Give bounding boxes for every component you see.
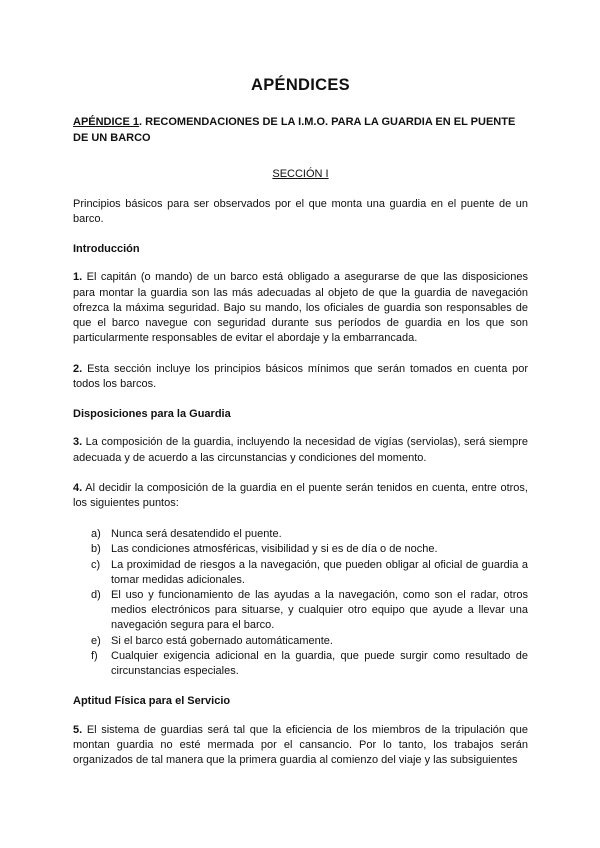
paragraph-number: 3.: [73, 436, 83, 449]
list-item-text: Si el barco está gobernado automáticamente.: [111, 634, 333, 647]
heading-disposiciones: Disposiciones para la Guardia: [73, 407, 231, 420]
list-marker: e): [91, 634, 101, 647]
paragraph-text: El capitán (o mando) de un barco está obligado a asegurarse de que las disposiciones para montar la guardia son las más adecuadas al objeto de que la guardia de navegación ofrezca la máxima seguridad. Bajo su mando, los oficiales de guardia son responsables de que el barco navegue con seguridad durante sus períodos de guardia en los que son particularmente responsables de evitar el abordaje y la embarrancada.: [73, 271, 528, 345]
appendix-label: APÉNDICE 1: [73, 116, 140, 128]
paragraph-text: La composición de la guardia, incluyendo la necesidad de vigías (serviolas), será siempre adecuada y de acuerdo a las circunstancias y condiciones del momento.: [73, 436, 528, 464]
heading-aptitud: Aptitud Física para el Servicio: [73, 695, 231, 708]
appendix-title: [73, 115, 528, 146]
paragraph-number: 4.: [73, 482, 83, 495]
paragraph-4: [73, 481, 528, 511]
list-item-text: Las condiciones atmosféricas, visibilidad y si es de día o de noche.: [111, 543, 438, 556]
list-item-text: El uso y funcionamiento de las ayudas a la navegación, como son el radar, otros medios electrónicos para situarse, y cualquier otro equipo que ayude a llevar una navegación segura para el barco.: [111, 588, 528, 632]
page-title: APÉNDICES: [251, 76, 350, 94]
list-marker: f): [91, 649, 98, 662]
list-marker: c): [91, 558, 101, 571]
appendix-title-text: . RECOMENDACIONES DE LA I.M.O. PARA LA GUARDIA EN EL PUENTE DE UN BARCO: [73, 116, 516, 144]
list-marker: b): [91, 543, 101, 556]
heading-introduccion: Introducción: [73, 242, 140, 255]
paragraph-3: [73, 435, 528, 465]
list-item-text: Nunca será desatendido el puente.: [111, 528, 282, 541]
paragraph-2: [73, 362, 528, 392]
list-item: [91, 542, 528, 557]
paragraph-text: Esta sección incluye los principios básicos mínimos que serán tomados en cuenta por todos los barcos.: [73, 362, 529, 391]
paragraph-text: Al decidir la composición de la guardia en el puente serán tenidos en cuenta, entre otros, los siguientes puntos:: [73, 482, 528, 510]
list-item: [91, 634, 528, 649]
intro-paragraph: Principios básicos para ser observados por el que monta una guardia en el puente de un barco.: [73, 198, 528, 226]
section-title: SECCIÓN I: [272, 168, 329, 180]
list-marker: d): [91, 588, 101, 601]
list-item: [91, 527, 528, 542]
list-item-text: La proximidad de riesgos a la navegación, que pueden obligar al oficial de guardia a tomar medidas adicionales.: [111, 558, 528, 586]
points-list: [73, 527, 528, 679]
paragraph-number: 5.: [73, 723, 83, 736]
paragraph-number: 2.: [73, 362, 83, 375]
list-item: [91, 649, 528, 679]
list-marker: a): [91, 528, 101, 541]
paragraph-5: [73, 723, 528, 769]
paragraph-1: [73, 270, 528, 346]
paragraph-text: El sistema de guardias será tal que la eficiencia de los miembros de la tripulación que montan guardia no esté mermada por el cansancio. Por lo tanto, los trabajos serán organizados de tal manera que la primera guardia al comienzo del viaje y las subsiguientes: [73, 723, 528, 767]
list-item-text: Cualquier exigencia adicional en la guardia, que puede surgir como resultado de circunstancias especiales.: [111, 649, 528, 677]
paragraph-number: 1.: [73, 271, 83, 284]
list-item: [91, 588, 528, 634]
list-item: [91, 558, 528, 588]
